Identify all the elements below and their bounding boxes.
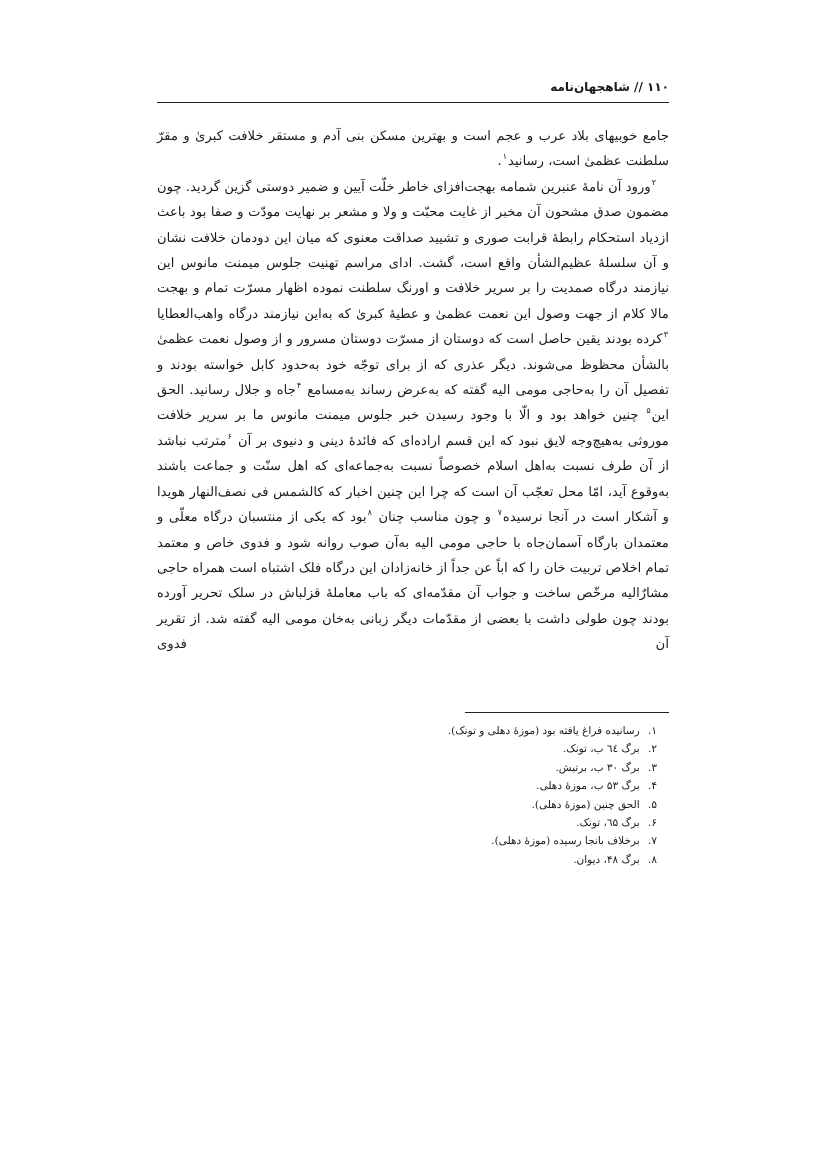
paragraph-2-segment-6: و چون مناسب چنان [378,510,497,526]
footnote-text: الحق چنین (موزهٔ دهلی). [531,798,640,811]
footnote-number: ۴. [648,780,657,793]
footnote-text: برگ ٦۵، تونک. [576,817,640,830]
paragraph-2-segment-2: کرده بودند یقین حاصل است که دوستان از مسرّت دوستان مسرور و از وصول نعمت عظمیٰ بالشأن محظوظ می‌شوند. دیگر عذری که از برای توجّه خود به‌حدود کابل خواسته بودند و تفصیل آن را به‌حاجی مومی الیه گفته که به‌عرض رساند به‌مسامع [157,332,669,399]
footnote-number: ۵. [648,798,657,811]
footnote-item [157,796,669,814]
paragraph-2-segment-7: بود که یکی از منتسبان درگاه معلّی و معتمدان بارگاه آسمان‌جاه با حاجی مومی الیه به‌آن صوب روانه شود و فدوی خاص و معتمد تمام اخلاص تربیت خان را که اباً عن جداً از خانه‌زادان این درگاه فلک اشتباه است همراه حاجی مشارٌالیه مرخّص ساخت و جواب آن مقدّمه‌ای که باب معاملهٔ قزلباش در سلک تحریر آورده بودند چون طولی داشت با بعضی از مقدّمات دیگر زبانی به‌خان مومی الیه گفته شد. از تقریر آن فدوی [157,510,669,653]
paragraph-1 [157,124,669,175]
paragraph-1-text: جامع خوبیهای بلاد عرب و عجم است و بهترین مسکن بنی آدم و مستقر خلافت کبریٰ و مقرّ سلطنت عظمیٰ است، رسانید [157,129,669,170]
footnote-text: برخلاف بانجا رسیده (موزهٔ دهلی). [491,835,640,848]
paragraph-2 [157,175,669,658]
footnote-text: برگ ۵۳ ب، موزهٔ دهلی. [536,780,640,793]
footnote-item [157,814,669,832]
footnote-number: ۷. [648,835,657,848]
footnote-item [157,722,669,740]
footnotes-list [157,722,669,869]
footnote-item [157,851,669,869]
footnote-number: ۲. [648,743,657,756]
running-head: ۱۱۰ // شاهجهان‌نامه [550,80,669,94]
footnote-text: رسانیده فراغ یافته بود (موزهٔ دهلی و تونک). [447,725,640,737]
footnote-marker-7: ۷ [497,508,502,518]
footnote-number: ۶. [648,817,657,830]
footnote-text: برگ ۴۸، دیوان. [573,853,640,866]
body-text [157,124,669,658]
footnote-text: برگ ۳۰ ب، برتیش. [555,761,640,774]
header-rule [157,102,669,103]
footnote-marker-8: ۸ [367,508,372,518]
footnote-item [157,832,669,850]
footnote-number: ۱. [648,725,657,737]
footnote-text: برگ ٦٤ ب، تونک. [562,743,640,756]
footnote-number: ۸. [648,853,657,866]
footnote-marker-1: ۱ [502,152,508,162]
footnote-marker-4: ۴ [296,381,302,391]
footnote-item [157,777,669,795]
footnote-marker-6: ۶ [227,431,232,441]
footnote-separator [465,712,669,713]
footnote-item [157,759,669,777]
footnote-item [157,740,669,758]
footnote-number: ۳. [648,761,657,774]
paragraph-2-segment-1: ورود آن نامهٔ عنبرین شمامه بهجت‌افزای خاطر خلّت آیین و ضمیر دوستی گزین گردید. چون مضمون صدق مشحون آن مخبر از غایت محبّت و ولا و مشعر بر نهایت مودّت و صفا بود باعث ازدیاد استحکام رابطهٔ قرابت صوری و تشیید صداقت معنوی که میان این دودمان خلافت نشان و آن سلسلهٔ عظیم‌الشأن واقع است، گشت. ادای مراسم تهنیت جلوس میمنت مانوس این نیازمند درگاه صمدیت را بر سریر خلافت و اورنگ سلطنت نموده اظهار مسرّت تمام و بهجت مالا کلام از جهت وصول این نعمت عظمیٰ و عطیهٔ کبریٰ که به‌این نیازمند درگاه واهب‌العطایا [157,179,669,322]
paragraph-2-segment-3: جاه و جلال رسانید. الحق این [157,383,669,424]
footnote-marker-5: ۵ [646,406,651,416]
paragraph-2-segment-5: مترتب نباشد از آن طرف نسبت به‌اهل اسلام خصوصاً نسبت به‌جماعه‌ای که اهل سنّت و جماعت باشند به‌وقوع آید، امّا محل تعجّب آن است که چرا این چنین اخبار که کالشمس فی نصف‌النهار هویدا و آشکار است در آنجا نرسیده [157,433,669,526]
footnote-marker-3: ۳ [663,330,668,340]
footnote-marker-2: ۲ [651,177,656,187]
paragraph-1-tail: . [497,154,502,170]
paragraph-2-segment-4: چنین خواهد بود و الّا با وجود رسیدن خبر جلوس میمنت مانوس ما بر سریر خلافت موروثی به‌هیچ‌وجه لایق نبود که این قسم اراده‌ای که فائدهٔ دینی و دنیوی بر آن [157,408,669,449]
